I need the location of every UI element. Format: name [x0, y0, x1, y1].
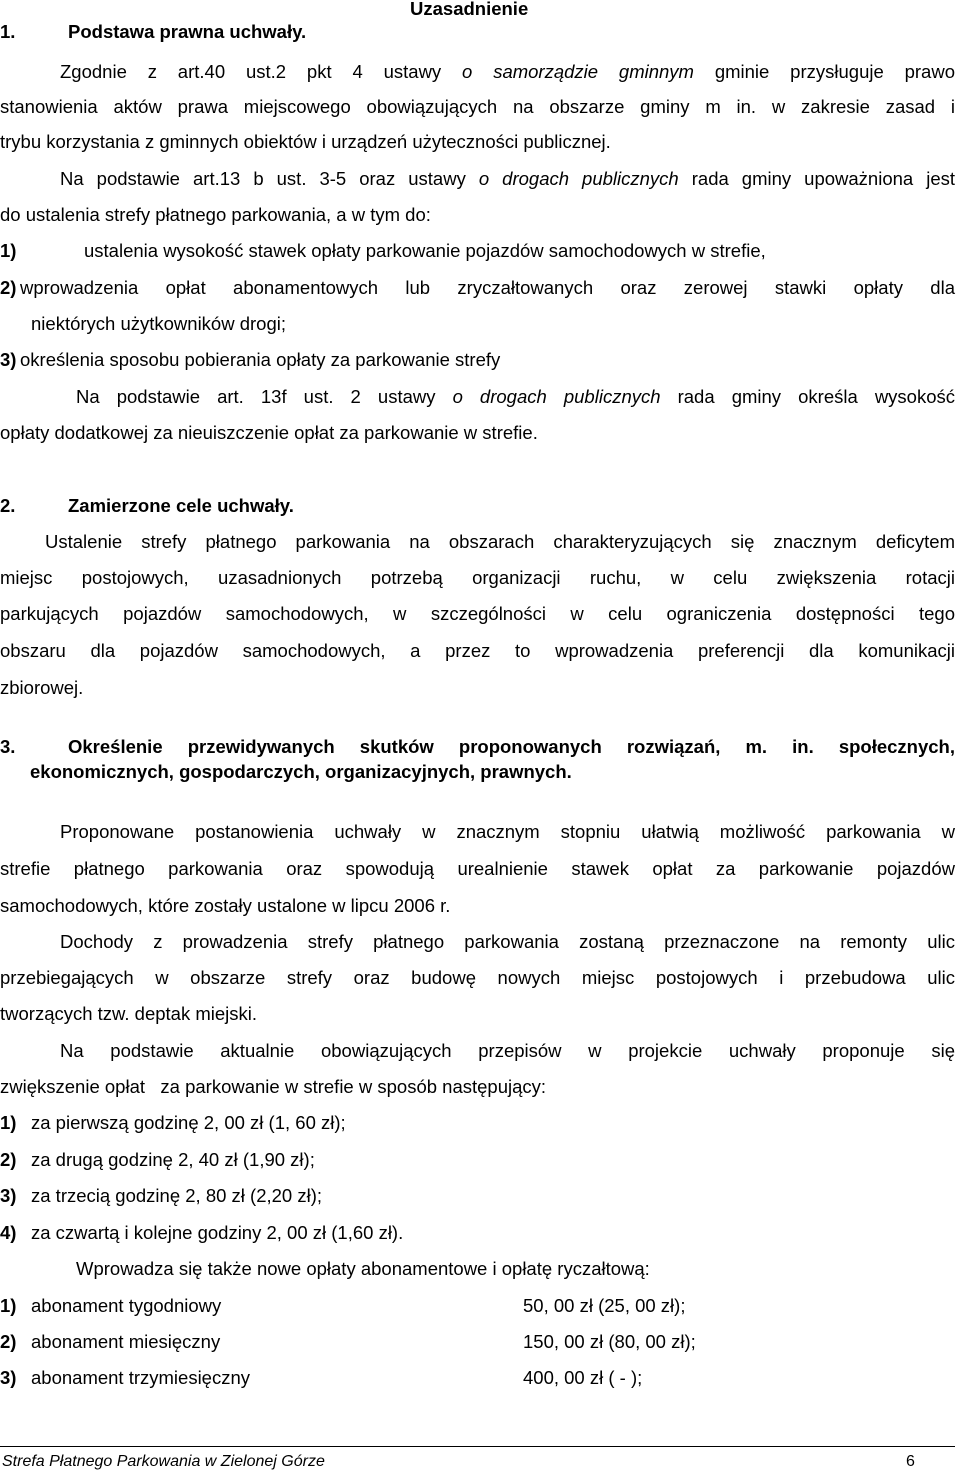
s3-p2-line2: przebiegających w obszarze strefy oraz budowę nowych miejsc postojowych i przebudowa ulic: [0, 967, 955, 988]
section-2-number: 2.: [0, 495, 16, 516]
subscription-price: 150, 00 zł (80, 00 zł);: [523, 1331, 696, 1352]
s3-p4: Wprowadza się także nowe opłaty abonamentowe i opłatę ryczałtową:: [76, 1258, 650, 1279]
s1-p3-line2: opłaty dodatkowej za nieuiszczenie opłat za parkowanie w strefie.: [0, 422, 538, 443]
s3-p1-line2: strefie płatnego parkowania oraz spowodują urealnienie stawek opłat za parkowanie pojazdów: [0, 858, 955, 879]
s3-p1-line3: samochodowych, które zostały ustalone w lipcu 2006 r.: [0, 895, 451, 916]
fee-item-number: 1): [0, 1112, 17, 1133]
list-item-number: 1): [0, 240, 17, 261]
fee-item-number: 3): [0, 1185, 17, 1206]
fee-item: za trzecią godzinę 2, 80 zł (2,20 zł);: [31, 1185, 323, 1206]
list-item-continuation: niektórych użytkowników drogi;: [31, 313, 286, 334]
list-item: określenia sposobu pobierania opłaty za parkowanie strefy: [20, 349, 501, 370]
fee-item-number: 4): [0, 1222, 17, 1243]
list-item: wprowadzenia opłat abonamentowych lub zryczałtowanych oraz zerowej stawki opłaty dla: [20, 277, 955, 298]
fee-item-number: 2): [0, 1149, 17, 1170]
subscription-name: abonament miesięczny: [31, 1331, 221, 1352]
page-number: 6: [906, 1453, 915, 1470]
section-3-number: 3.: [0, 736, 16, 757]
s1-p2-line1: Na podstawie art.13 b ust. 3-5 oraz ustawy o drogach publicznych rada gminy upoważniona jest: [60, 168, 956, 189]
subscription-name: abonament trzymiesięczny: [31, 1367, 251, 1388]
footer-rule: [0, 1446, 955, 1447]
section-2-heading: Zamierzone cele uchwały.: [68, 495, 294, 516]
s3-p3-line2: zwiększenie opłat za parkowanie w strefie w sposób następujący:: [0, 1076, 547, 1097]
subscription-number: 2): [0, 1331, 17, 1352]
fee-item: za drugą godzinę 2, 40 zł (1,90 zł);: [31, 1149, 315, 1170]
s2-line4: obszaru dla pojazdów samochodowych, a przez to wprowadzenia preferencji dla komunikacji: [0, 640, 955, 661]
s2-line3: parkujących pojazdów samochodowych, w szczególności w celu ograniczenia dostępności tego: [0, 603, 955, 624]
subscription-number: 1): [0, 1295, 17, 1316]
subscription-name: abonament tygodniowy: [31, 1295, 222, 1316]
list-item-number: 3): [0, 349, 17, 370]
subscription-number: 3): [0, 1367, 17, 1388]
section-1-heading: Podstawa prawna uchwały.: [68, 21, 307, 42]
fee-item: za pierwszą godzinę 2, 00 zł (1, 60 zł);: [31, 1112, 346, 1133]
list-item: ustalenia wysokość stawek opłaty parkowanie pojazdów samochodowych w strefie,: [84, 240, 766, 261]
s1-p1-line3: trybu korzystania z gminnych obiektów i urządzeń użyteczności publicznej.: [0, 131, 611, 152]
document-title: Uzasadnienie: [410, 0, 529, 19]
section-1-number: 1.: [0, 21, 16, 42]
s3-p3-line1: Na podstawie aktualnie obowiązujących przepisów w projekcie uchwały proponuje się: [60, 1040, 955, 1061]
list-item-number: 2): [0, 277, 17, 298]
s2-line5: zbiorowej.: [0, 677, 84, 698]
s1-p1-line2: stanowienia aktów prawa miejscowego obowiązujących na obszarze gminy m in. w zakresie zasad i: [0, 96, 955, 117]
subscription-price: 50, 00 zł (25, 00 zł);: [523, 1295, 686, 1316]
s1-p3-line1: Na podstawie art. 13f ust. 2 ustawy o drogach publicznych rada gminy określa wysokość: [76, 386, 956, 407]
s1-p2-line2: do ustalenia strefy płatnego parkowania, a w tym do:: [0, 204, 431, 225]
s2-line1: Ustalenie strefy płatnego parkowania na obszarach charakteryzujących się znacznym deficytem: [45, 531, 955, 552]
s3-p2-line1: Dochody z prowadzenia strefy płatnego parkowania zostaną przeznaczone na remonty ulic: [60, 931, 955, 952]
fee-item: za czwartą i kolejne godziny 2, 00 zł (1,60 zł).: [31, 1222, 404, 1243]
s1-p1-line1: Zgodnie z art.40 ust.2 pkt 4 ustawy o samorządzie gminnym gminie przysługuje prawo: [60, 61, 955, 82]
section-3-heading-line1: Określenie przewidywanych skutków proponowanych rozwiązań, m. in. społecznych,: [68, 736, 955, 757]
footer-title: Strefa Płatnego Parkowania w Zielonej Górze: [2, 1453, 325, 1470]
s3-p1-line1: Proponowane postanowienia uchwały w znacznym stopniu ułatwią możliwość parkowania w: [60, 821, 955, 842]
s3-p2-line3: tworzących tzw. deptak miejski.: [0, 1003, 258, 1024]
subscription-price: 400, 00 zł ( - );: [523, 1367, 643, 1388]
s2-line2: miejsc postojowych, uzasadnionych potrzebą organizacji ruchu, w celu zwiększenia rotacji: [0, 567, 955, 588]
section-3-heading-line2: ekonomicznych, gospodarczych, organizacyjnych, prawnych.: [30, 761, 572, 782]
